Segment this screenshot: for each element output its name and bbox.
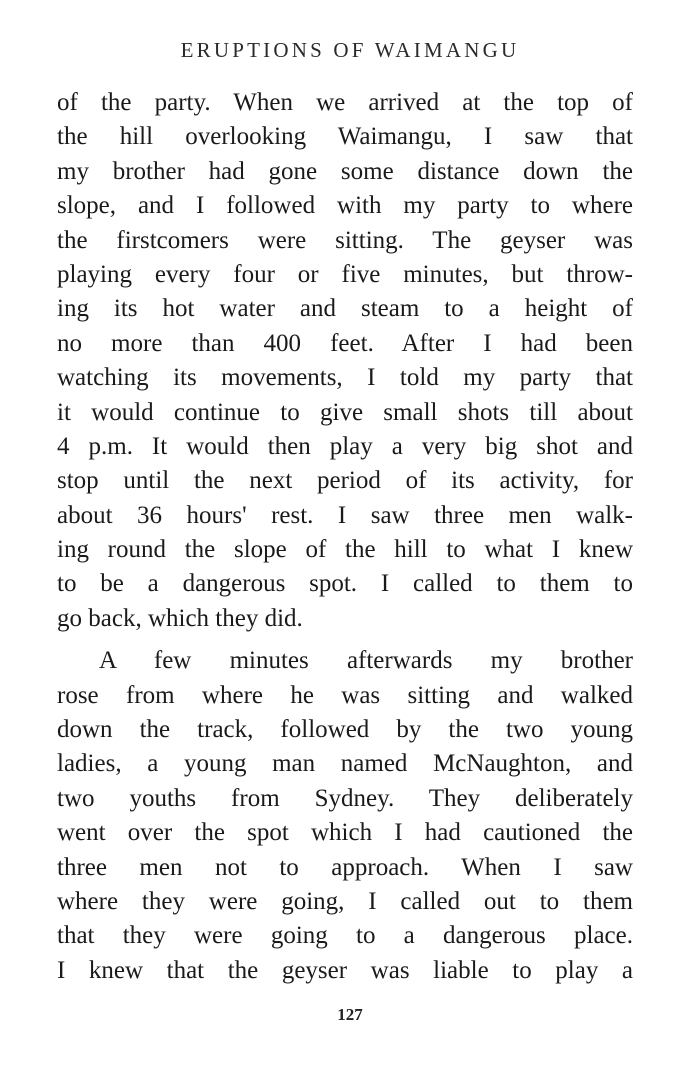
text-line: rose from where he was sitting and walked [57,681,633,709]
text-line: watching its movements, I told my party that [57,364,633,392]
text-line: stop until the next period of its activity, for [57,467,633,495]
text-line: my brother had gone some distance down the [57,157,633,185]
text-line: ing its hot water and steam to a height of [57,295,633,323]
text-line: the hill overlooking Waimangu, I saw that [57,123,633,151]
page-number: 127 [337,1005,363,1024]
text-line: go back, which they did. [57,604,303,632]
body-text [57,86,633,988]
text-line: it would continue to give small shots till about [57,398,633,426]
text-line: about 36 hours' rest. I saw three men walk- [57,501,633,529]
text-line: down the track, followed by the two young [57,716,633,744]
text-line: went over the spot which I had cautioned the [57,819,633,847]
text-line: slope, and I followed with my party to where [57,192,633,220]
text-line: to be a dangerous spot. I called to them to [57,570,633,598]
text-line: ladies, a young man named McNaughton, and [57,750,633,778]
text-line: I knew that the geyser was liable to play a [57,956,633,984]
text-line: playing every four or five minutes, but throw- [57,260,633,288]
text-line: of the party. When we arrived at the top of [57,89,633,116]
text-line: that they were going to a dangerous place. [57,922,633,950]
text-line: A few minutes afterwards my brother [99,647,633,675]
text-line: no more than 400 feet. After I had been [57,329,633,357]
text-line: where they were going, I called out to them [57,887,633,915]
running-head: ERUPTIONS OF WAIMANGU [180,38,520,62]
text-line: ing round the slope of the hill to what I knew [57,536,633,564]
text-line: two youths from Sydney. They deliberately [57,784,633,812]
paragraph-break [57,636,633,644]
text-line: three men not to approach. When I saw [57,853,633,881]
text-line: 4 p.m. It would then play a very big shot and [57,432,633,460]
text-line: the firstcomers were sitting. The geyser was [57,226,633,254]
